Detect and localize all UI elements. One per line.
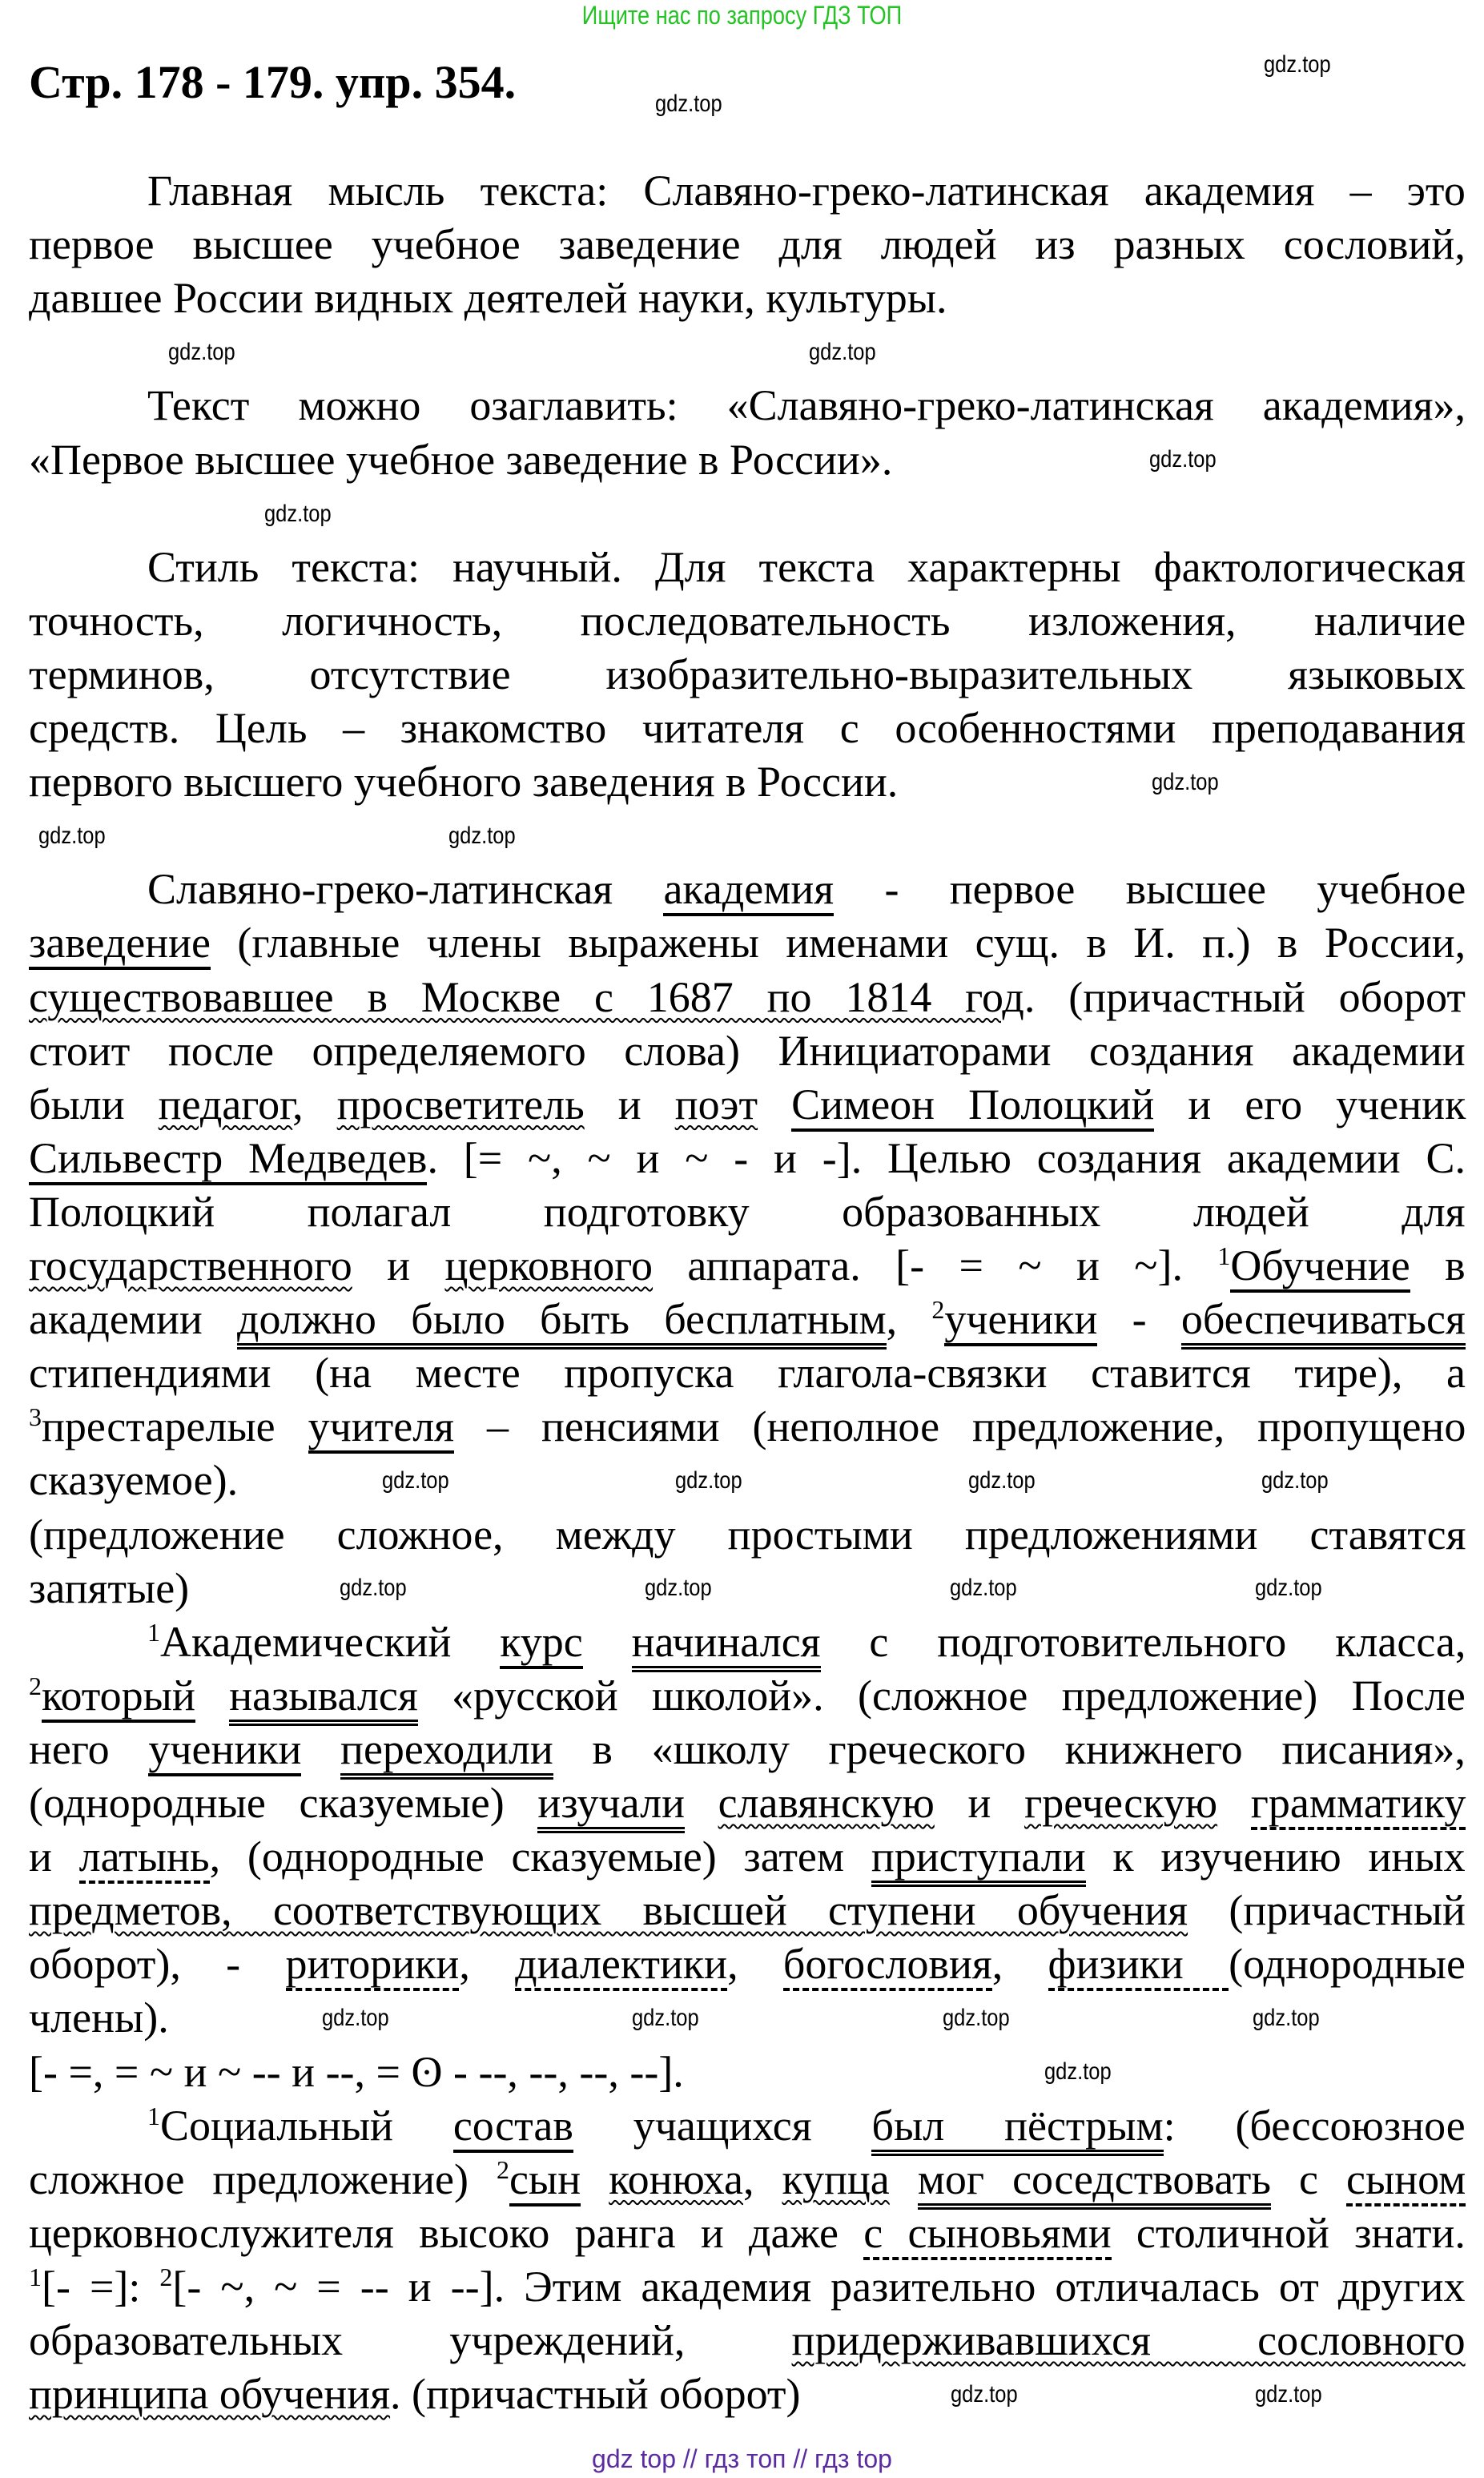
text-line <box>29 1562 189 1615</box>
text-line <box>29 218 1466 272</box>
text-segment: (однородные сказуемые) <box>29 1779 538 1827</box>
modifier-mark: поэт <box>674 1080 758 1128</box>
subject-mark: учителя <box>308 1402 454 1454</box>
text-line <box>29 272 947 325</box>
text-line <box>29 1132 1466 1185</box>
text-line <box>29 2046 684 2099</box>
predicate-mark: обеспечиваться <box>1181 1295 1466 1350</box>
text-segment: , <box>886 1295 932 1344</box>
text-segment: и <box>29 1832 79 1881</box>
text-line <box>29 755 898 809</box>
subject-mark: ученики <box>944 1295 1097 1346</box>
text-segment: , <box>991 1940 1048 1989</box>
text-line <box>29 1830 1466 1884</box>
watermark-text: gdz.top <box>645 1575 712 1602</box>
predicate-mark: должно было быть бесплатным <box>237 1295 887 1350</box>
subject-mark: курс <box>500 1618 582 1669</box>
clause-number: 1 <box>147 1617 160 1647</box>
text-line <box>29 2260 1466 2314</box>
text-line <box>29 916 1466 970</box>
text-segment <box>195 1671 229 1720</box>
clause-number: 2 <box>496 2154 509 2184</box>
modifier-mark: придерживавшихся сословного <box>791 2316 1466 2364</box>
object-mark: сыном <box>1346 2155 1466 2206</box>
clause-number: 3 <box>29 1402 42 1432</box>
text-segment: (главные члены выражены именами сущ. в И. п.) в России, <box>210 919 1466 967</box>
text-line <box>29 433 892 487</box>
text-line <box>29 1078 1466 1132</box>
text-segment: с подготовительного класса, <box>820 1617 1466 1666</box>
text-line <box>29 594 1466 648</box>
text-segment <box>890 2155 918 2203</box>
watermark-text: gdz.top <box>321 2004 389 2031</box>
text-segment: «русской школой». (сложное предложение) После <box>417 1671 1466 1720</box>
text-line <box>29 2099 1466 2153</box>
clause-number: 2 <box>931 1295 945 1325</box>
watermark-text: gdz.top <box>1148 446 1217 473</box>
text-line <box>29 1776 1466 1830</box>
text-line <box>29 541 1466 594</box>
subject-mark: академия <box>663 865 834 916</box>
text-segment: в <box>1410 1241 1466 1289</box>
watermark-text: gdz.top <box>38 823 106 849</box>
text-segment: - первое высшее учебное <box>834 865 1466 914</box>
text-segment <box>301 1725 340 1773</box>
page-title: Стр. 178 - 179. упр. 354. <box>29 56 517 108</box>
text-segment <box>1217 1779 1251 1827</box>
text-segment: средств. Цель – знакомство читателя с особенностями преподавания <box>29 704 1466 752</box>
text-segment: Текст можно озаглавить: «Славяно-греко-латинская академия», <box>147 381 1466 430</box>
text-line <box>29 1239 1466 1293</box>
text-segment: , <box>292 1080 337 1128</box>
watermark-text: gdz.top <box>340 1575 407 1602</box>
text-segment: стипендиями (на месте пропуска глагола-связки ставится тире), а <box>29 1349 1466 1398</box>
predicate-mark: назывался <box>229 1671 417 1726</box>
text-line <box>29 379 1466 432</box>
text-segment: церковнослужителя высоко ранга и даже <box>29 2208 864 2257</box>
text-segment: к изучению иных <box>1085 1832 1466 1881</box>
object-mark: физики <box>1048 1940 1229 1991</box>
text-line <box>29 1346 1466 1400</box>
text-line <box>29 2367 800 2421</box>
predicate-mark: мог соседствовать <box>918 2155 1271 2210</box>
watermark-text: gdz.top <box>1044 2058 1112 2086</box>
text-segment: сказуемое). <box>29 1456 239 1505</box>
watermark-text: gdz.top <box>382 1466 450 1494</box>
watermark-text: gdz.top <box>967 1466 1036 1494</box>
text-line <box>29 2206 1466 2260</box>
text-segment: Главная мысль текста: Славяно-греко-латинская академия – это <box>147 167 1466 215</box>
predicate-mark: переходили <box>340 1725 553 1780</box>
subject-mark: который <box>42 1671 195 1723</box>
text-segment: и <box>352 1241 445 1289</box>
text-segment: первое высшее учебное заведение для людей из разных сословий, <box>29 220 1466 269</box>
footer-watermark: gdz top // гдз топ // гдз top <box>592 2444 892 2473</box>
watermark-text: gdz.top <box>1264 51 1331 78</box>
text-segment: , <box>459 1940 516 1989</box>
predicate-mark: приступали <box>871 1832 1086 1887</box>
text-segment: (однородные <box>1229 1940 1466 1989</box>
object-mark: риторики <box>286 1940 460 1991</box>
text-segment: образовательных учреждений, <box>29 2316 792 2364</box>
text-segment: точность, логичность, последовательность изложения, наличие <box>29 596 1466 645</box>
subject-mark: ученики <box>148 1725 301 1776</box>
text-segment: него <box>29 1724 149 1773</box>
text-segment: аппарата. [- = ~ и ~]. <box>653 1241 1218 1289</box>
clause-number: 1 <box>1217 1241 1231 1270</box>
object-mark: грамматику <box>1251 1779 1466 1830</box>
text-line <box>29 1937 1466 1991</box>
watermark-text: gdz.top <box>168 339 235 365</box>
text-line <box>29 1723 1466 1776</box>
object-mark: с сыновьями <box>863 2209 1111 2260</box>
watermark-text: gdz.top <box>675 1466 742 1494</box>
modifier-mark: конюха <box>609 2154 743 2203</box>
text-segment: престарелые <box>42 1402 308 1451</box>
text-line <box>29 648 1466 702</box>
subject-mark: заведение <box>29 919 211 970</box>
text-segment: Стиль текста: научный. Для текста характерны фактологическая <box>147 542 1466 591</box>
text-segment <box>758 1080 791 1128</box>
text-line <box>29 702 1466 755</box>
text-segment: столичной знати. <box>1111 2208 1466 2257</box>
text-line <box>29 971 1466 1024</box>
text-segment: . (причастный оборот) <box>390 2370 801 2419</box>
text-segment: . (причастный оборот <box>1024 972 1466 1021</box>
text-segment <box>685 1779 718 1827</box>
text-segment: - <box>1097 1295 1181 1344</box>
text-line <box>29 1024 1466 1078</box>
text-segment: были <box>29 1080 159 1128</box>
text-line <box>29 1991 169 2045</box>
text-segment: и его ученик <box>1154 1080 1466 1128</box>
text-segment: , <box>743 2154 782 2203</box>
text-segment: , <box>727 1940 783 1989</box>
subject-mark: состав <box>453 2102 573 2153</box>
watermark-text: gdz.top <box>950 1575 1017 1602</box>
text-line <box>29 863 1466 916</box>
text-line <box>29 2153 1466 2206</box>
watermark-text: gdz.top <box>1255 2380 1323 2408</box>
text-line <box>29 164 1466 218</box>
text-segment: . [= ~, ~ и ~ - и -]. Целью создания академии С. <box>427 1133 1466 1182</box>
clause-number: 2 <box>29 1671 42 1700</box>
text-segment: академии <box>29 1295 237 1344</box>
watermark-text: gdz.top <box>655 91 722 117</box>
predicate-mark: был пёстрым <box>871 2102 1163 2156</box>
modifier-mark: принципа обучения <box>29 2370 391 2419</box>
modifier-mark: церковного <box>444 1241 654 1289</box>
text-segment: давшее России видных деятелей науки, культуры. <box>29 274 947 323</box>
modifier-mark: педагог <box>158 1080 293 1128</box>
predicate-mark: изучали <box>537 1779 685 1833</box>
text-segment: «Первое высшее учебное заведение в России». <box>29 435 893 484</box>
text-segment: Академический <box>160 1617 501 1666</box>
text-segment: стоит после определяемого слова) Инициаторами создания академии <box>29 1026 1466 1075</box>
watermark-text: gdz.top <box>942 2004 1010 2031</box>
text-segment: с <box>1271 2154 1346 2203</box>
text-segment: оборот), - <box>29 1940 286 1989</box>
predicate-mark: начинался <box>632 1618 821 1672</box>
modifier-mark: существовавшее в Москве с 1687 по 1814 год <box>29 972 1024 1021</box>
subject-mark: Симеон Полоцкий <box>791 1080 1154 1132</box>
modifier-mark: славянскую <box>718 1779 935 1827</box>
modifier-mark: греческую <box>1024 1779 1218 1827</box>
clause-number: 2 <box>159 2262 173 2291</box>
modifier-mark: государственного <box>29 1241 352 1289</box>
text-segment: и <box>584 1080 675 1128</box>
text-segment: [- ~, ~ = -- и --]. Этим академия разительно отличалась от других <box>172 2262 1466 2311</box>
text-segment: : (бессоюзное <box>1163 2101 1466 2150</box>
text-segment: члены). <box>29 1993 169 2042</box>
watermark-text: gdz.top <box>1152 768 1219 795</box>
text-segment: сложное предложение) <box>29 2154 497 2203</box>
text-segment: в «школу греческого книжнего писания», <box>553 1724 1466 1773</box>
text-line <box>29 2314 1466 2367</box>
text-segment: учащихся <box>573 2101 872 2150</box>
subject-mark: Сильвестр Медведев <box>29 1134 427 1185</box>
watermark-text: gdz.top <box>951 2380 1018 2408</box>
clause-number: 1 <box>29 2262 42 2291</box>
text-line <box>29 1884 1466 1937</box>
text-segment: запятые) <box>29 1563 190 1612</box>
subject-mark: сын <box>509 2155 581 2206</box>
modifier-mark: просветитель <box>336 1080 585 1128</box>
text-segment: (предложение сложное, между простыми предложениями ставятся <box>29 1510 1466 1559</box>
text-segment: , (однородные сказуемые) затем <box>209 1832 871 1881</box>
watermark-text: gdz.top <box>809 339 876 365</box>
text-segment: Славяно-греко-латинская <box>147 865 664 914</box>
text-line <box>29 1185 1466 1239</box>
text-segment: (причастный <box>1188 1886 1466 1935</box>
text-line <box>29 1454 238 1507</box>
text-segment <box>581 2155 609 2203</box>
modifier-mark: купца <box>782 2154 890 2203</box>
text-line <box>29 1400 1466 1454</box>
text-segment: Социальный <box>160 2101 453 2150</box>
watermark-text: gdz.top <box>448 823 516 849</box>
text-segment: [- =]: <box>42 2262 160 2311</box>
clause-number: 1 <box>147 2101 160 2130</box>
watermark-text: gdz.top <box>264 501 332 527</box>
text-line <box>29 1508 1466 1562</box>
object-mark: диалектики <box>515 1940 727 1991</box>
object-mark: богословия <box>783 1940 992 1991</box>
text-segment: – пенсиями (неполное предложение, пропущено <box>454 1402 1466 1451</box>
text-segment: первого высшего учебного заведения в России. <box>29 758 899 807</box>
text-segment: Полоцкий полагал подготовку образованных людей для <box>29 1187 1466 1236</box>
text-segment: и <box>934 1779 1025 1827</box>
text-segment: терминов, отсутствие изобразительно-выразительных языковых <box>29 650 1466 698</box>
watermark-text: gdz.top <box>1261 1466 1329 1494</box>
search-banner: Ищите нас по запросу ГДЗ ТОП <box>581 1 903 30</box>
modifier-mark: предметов, соответствующих высшей ступени обучения <box>29 1886 1188 1935</box>
watermark-text: gdz.top <box>1255 1575 1322 1602</box>
watermark-text: gdz.top <box>632 2004 699 2031</box>
text-line <box>29 1293 1466 1346</box>
watermark-text: gdz.top <box>1252 2004 1320 2031</box>
text-segment: [- =, = ~ и ~ -- и --, = ʘ - --, --, --, --]. <box>29 2047 684 2096</box>
text-segment <box>583 1618 632 1666</box>
text-line <box>29 1669 1466 1723</box>
object-mark: латынь <box>79 1832 210 1884</box>
subject-mark: Обучение <box>1230 1241 1410 1293</box>
text-line <box>29 1615 1466 1669</box>
